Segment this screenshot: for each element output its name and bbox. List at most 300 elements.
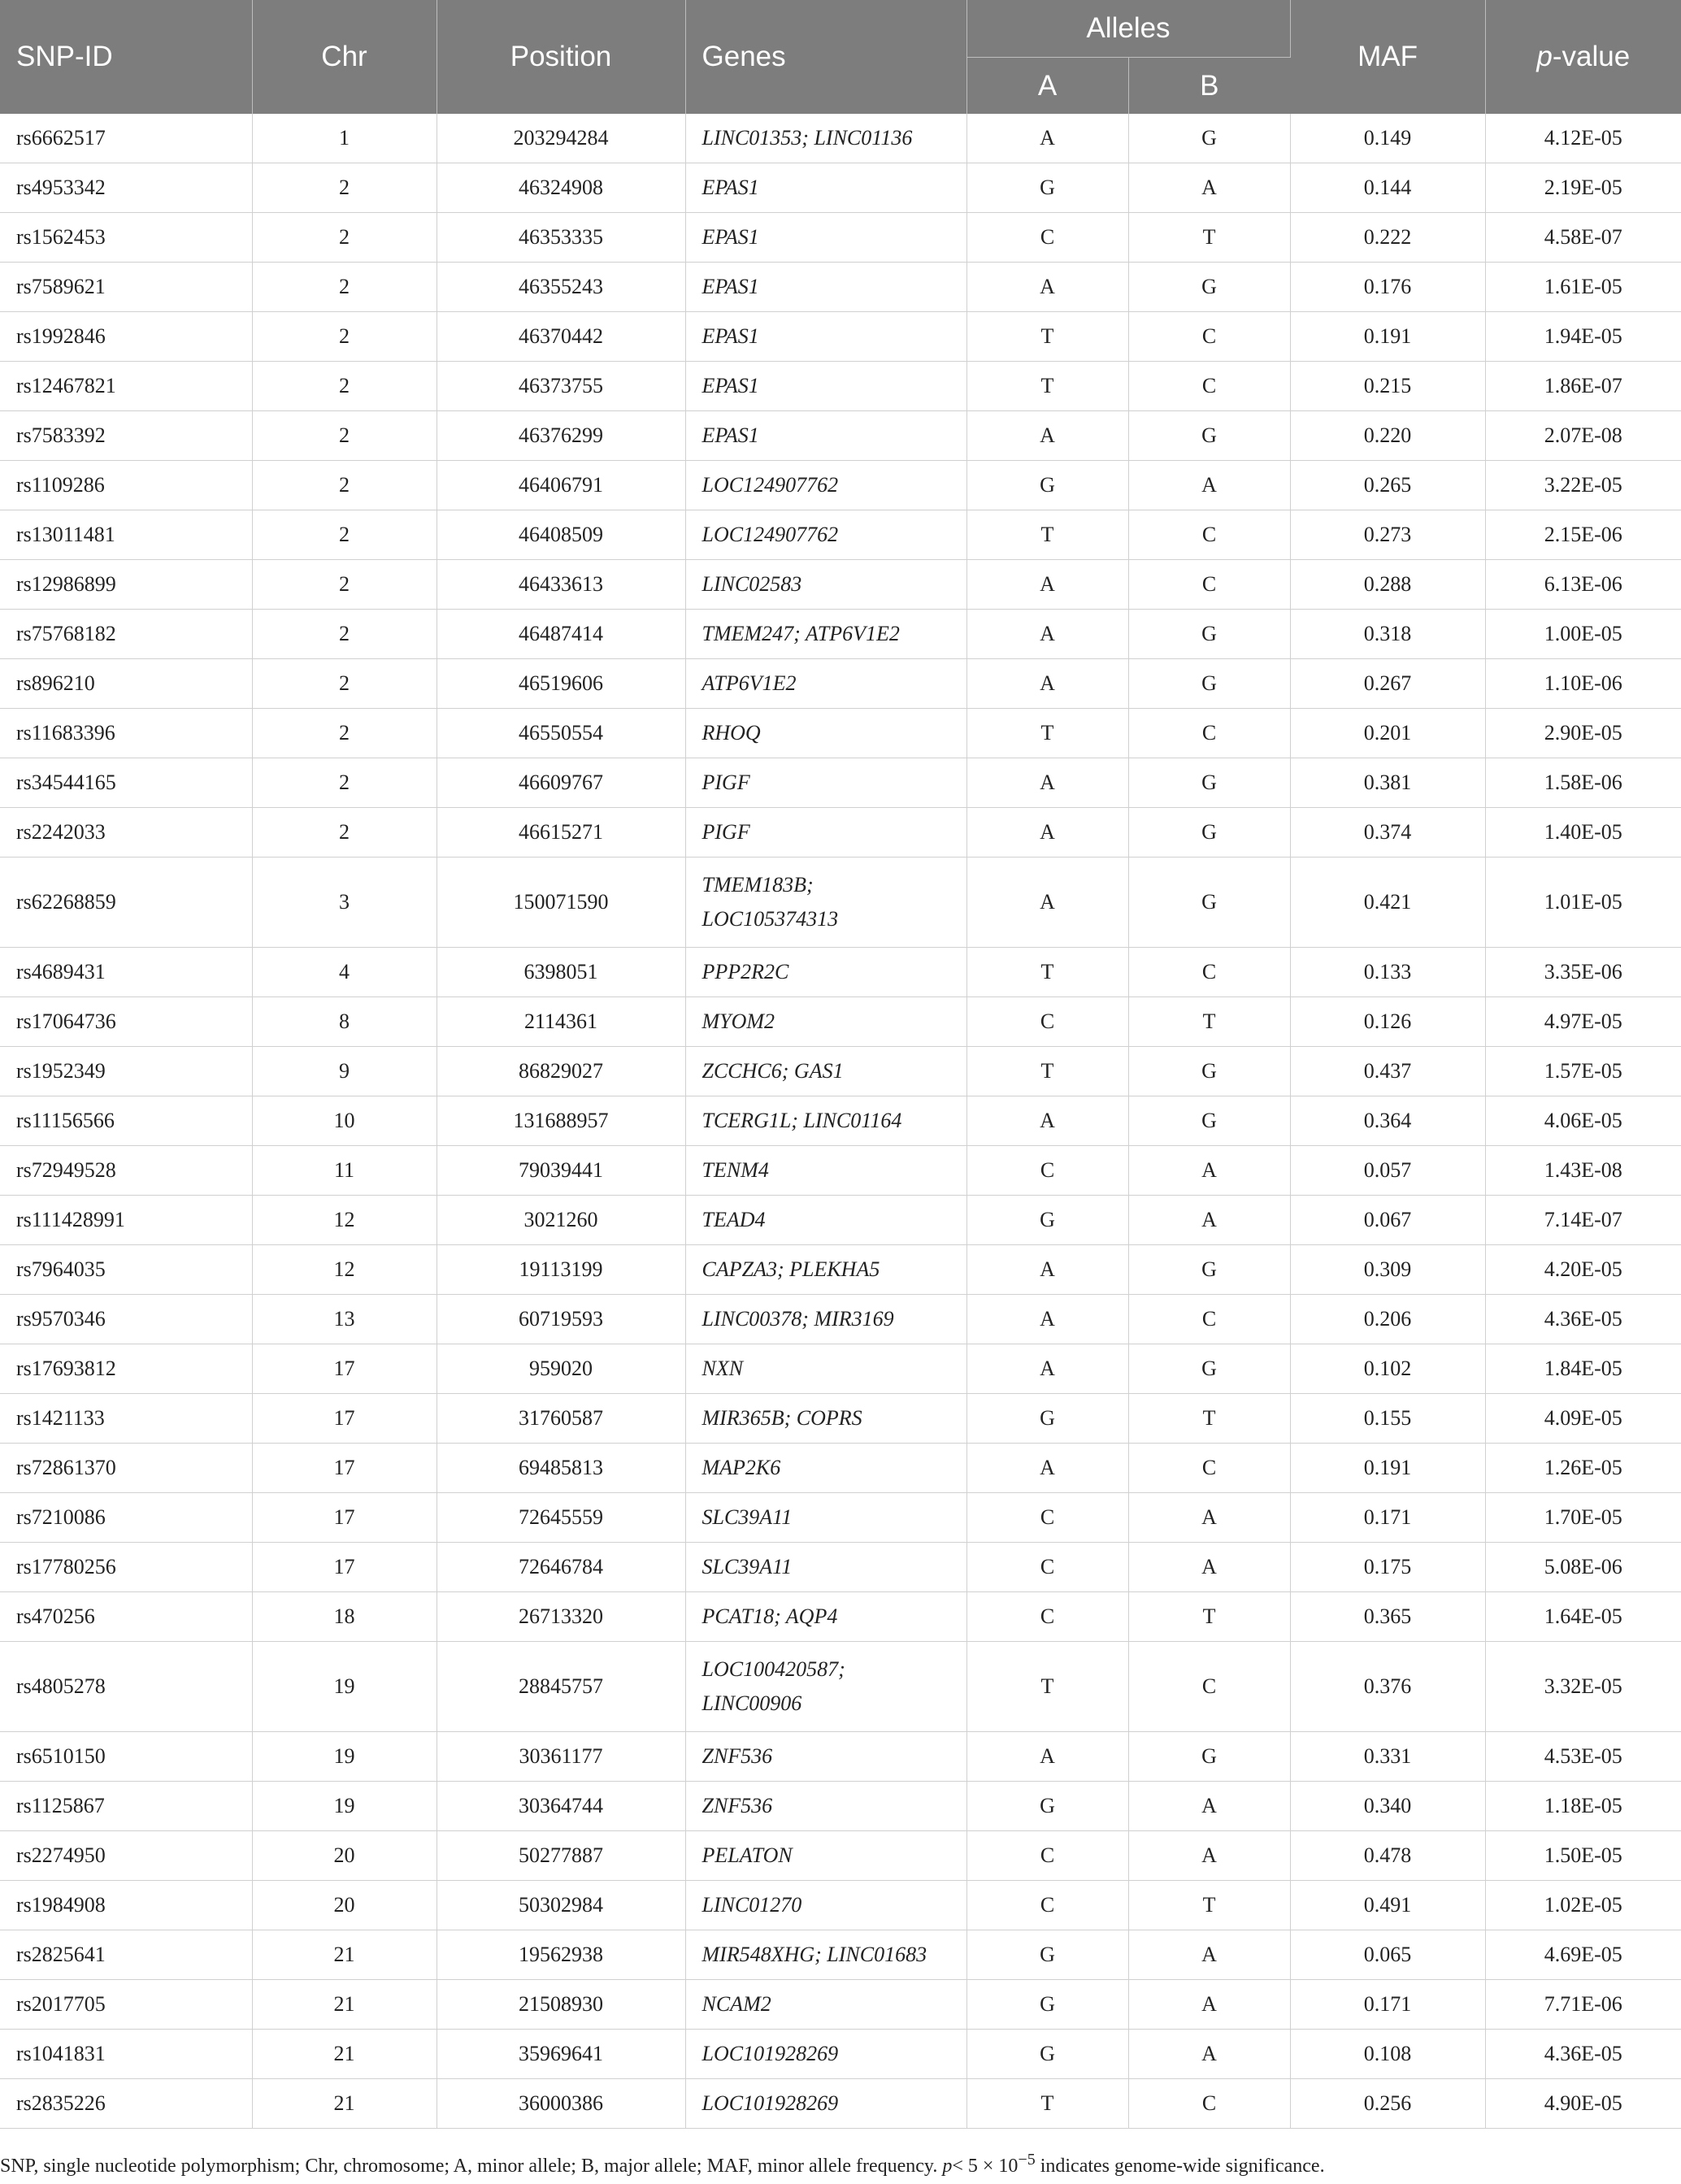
cell-allele-a: T bbox=[966, 948, 1128, 997]
cell-maf: 0.215 bbox=[1290, 362, 1485, 411]
cell-snp-id: rs6662517 bbox=[0, 114, 252, 163]
col-header-snp-id: SNP-ID bbox=[0, 0, 252, 114]
cell-genes: LINC01270 bbox=[685, 1881, 966, 1930]
cell-p-value: 1.70E-05 bbox=[1485, 1493, 1681, 1543]
table-row bbox=[0, 560, 1681, 610]
cell-allele-a: G bbox=[966, 2030, 1128, 2079]
cell-position: 6398051 bbox=[437, 948, 685, 997]
cell-maf: 0.057 bbox=[1290, 1146, 1485, 1196]
cell-chr: 12 bbox=[252, 1245, 437, 1295]
cell-genes: LINC00378; MIR3169 bbox=[685, 1295, 966, 1344]
cell-genes: NXN bbox=[685, 1344, 966, 1394]
cell-p-value: 1.84E-05 bbox=[1485, 1344, 1681, 1394]
cell-snp-id: rs7964035 bbox=[0, 1245, 252, 1295]
cell-allele-b: A bbox=[1128, 1146, 1290, 1196]
cell-position: 46355243 bbox=[437, 263, 685, 312]
cell-position: 30364744 bbox=[437, 1782, 685, 1831]
cell-p-value: 6.13E-06 bbox=[1485, 560, 1681, 610]
cell-allele-a: G bbox=[966, 1930, 1128, 1980]
cell-allele-a: A bbox=[966, 560, 1128, 610]
cell-allele-b: A bbox=[1128, 163, 1290, 213]
cell-allele-a: T bbox=[966, 2079, 1128, 2129]
table-row bbox=[0, 1344, 1681, 1394]
cell-snp-id: rs12467821 bbox=[0, 362, 252, 411]
col-header-position: Position bbox=[437, 0, 685, 114]
cell-p-value: 3.32E-05 bbox=[1485, 1642, 1681, 1732]
cell-maf: 0.155 bbox=[1290, 1394, 1485, 1444]
cell-snp-id: rs12986899 bbox=[0, 560, 252, 610]
cell-allele-a: C bbox=[966, 1831, 1128, 1881]
cell-snp-id: rs17064736 bbox=[0, 997, 252, 1047]
table-row bbox=[0, 510, 1681, 560]
cell-genes: LOC101928269 bbox=[685, 2030, 966, 2079]
table-row bbox=[0, 1196, 1681, 1245]
cell-snp-id: rs2242033 bbox=[0, 808, 252, 858]
cell-maf: 0.288 bbox=[1290, 560, 1485, 610]
table-row bbox=[0, 163, 1681, 213]
cell-genes: EPAS1 bbox=[685, 213, 966, 263]
cell-snp-id: rs4953342 bbox=[0, 163, 252, 213]
cell-chr: 20 bbox=[252, 1831, 437, 1881]
table-row bbox=[0, 1732, 1681, 1782]
cell-position: 31760587 bbox=[437, 1394, 685, 1444]
cell-p-value: 2.15E-06 bbox=[1485, 510, 1681, 560]
cell-chr: 2 bbox=[252, 362, 437, 411]
cell-maf: 0.191 bbox=[1290, 1444, 1485, 1493]
cell-chr: 2 bbox=[252, 263, 437, 312]
table-row bbox=[0, 1782, 1681, 1831]
cell-position: 2114361 bbox=[437, 997, 685, 1047]
col-header-allele-b: B bbox=[1128, 58, 1290, 115]
table-row bbox=[0, 948, 1681, 997]
cell-genes: PCAT18; AQP4 bbox=[685, 1592, 966, 1642]
cell-position: 46550554 bbox=[437, 709, 685, 758]
cell-snp-id: rs72861370 bbox=[0, 1444, 252, 1493]
cell-maf: 0.267 bbox=[1290, 659, 1485, 709]
cell-allele-a: C bbox=[966, 1592, 1128, 1642]
cell-snp-id: rs2835226 bbox=[0, 2079, 252, 2129]
table-row bbox=[0, 1930, 1681, 1980]
cell-chr: 19 bbox=[252, 1782, 437, 1831]
table-row bbox=[0, 1394, 1681, 1444]
cell-maf: 0.318 bbox=[1290, 610, 1485, 659]
cell-allele-b: C bbox=[1128, 362, 1290, 411]
cell-allele-b: G bbox=[1128, 659, 1290, 709]
cell-p-value: 3.22E-05 bbox=[1485, 461, 1681, 510]
cell-snp-id: rs11683396 bbox=[0, 709, 252, 758]
cell-maf: 0.191 bbox=[1290, 312, 1485, 362]
cell-position: 959020 bbox=[437, 1344, 685, 1394]
table-row bbox=[0, 1980, 1681, 2030]
cell-snp-id: rs6510150 bbox=[0, 1732, 252, 1782]
cell-allele-a: A bbox=[966, 114, 1128, 163]
cell-allele-b: C bbox=[1128, 510, 1290, 560]
cell-position: 69485813 bbox=[437, 1444, 685, 1493]
cell-position: 46615271 bbox=[437, 808, 685, 858]
cell-allele-b: G bbox=[1128, 758, 1290, 808]
cell-genes: TMEM247; ATP6V1E2 bbox=[685, 610, 966, 659]
cell-snp-id: rs4689431 bbox=[0, 948, 252, 997]
table-row bbox=[0, 263, 1681, 312]
cell-snp-id: rs896210 bbox=[0, 659, 252, 709]
cell-allele-b: C bbox=[1128, 1295, 1290, 1344]
cell-chr: 17 bbox=[252, 1444, 437, 1493]
cell-chr: 17 bbox=[252, 1344, 437, 1394]
cell-p-value: 1.18E-05 bbox=[1485, 1782, 1681, 1831]
cell-snp-id: rs17780256 bbox=[0, 1543, 252, 1592]
table-body bbox=[0, 114, 1681, 2129]
cell-position: 86829027 bbox=[437, 1047, 685, 1096]
cell-maf: 0.421 bbox=[1290, 858, 1485, 948]
cell-maf: 0.144 bbox=[1290, 163, 1485, 213]
cell-chr: 21 bbox=[252, 1930, 437, 1980]
cell-p-value: 1.57E-05 bbox=[1485, 1047, 1681, 1096]
cell-allele-a: A bbox=[966, 411, 1128, 461]
header-row-top bbox=[0, 0, 1681, 58]
cell-genes: LOC124907762 bbox=[685, 461, 966, 510]
cell-genes: SLC39A11 bbox=[685, 1543, 966, 1592]
cell-genes: EPAS1 bbox=[685, 163, 966, 213]
cell-chr: 2 bbox=[252, 758, 437, 808]
cell-maf: 0.437 bbox=[1290, 1047, 1485, 1096]
cell-p-value: 1.94E-05 bbox=[1485, 312, 1681, 362]
cell-p-value: 3.35E-06 bbox=[1485, 948, 1681, 997]
cell-position: 19562938 bbox=[437, 1930, 685, 1980]
cell-genes: TEAD4 bbox=[685, 1196, 966, 1245]
cell-allele-b: A bbox=[1128, 1493, 1290, 1543]
cell-position: 35969641 bbox=[437, 2030, 685, 2079]
cell-genes: ZNF536 bbox=[685, 1732, 966, 1782]
cell-chr: 2 bbox=[252, 163, 437, 213]
cell-p-value: 1.40E-05 bbox=[1485, 808, 1681, 858]
cell-chr: 19 bbox=[252, 1732, 437, 1782]
cell-position: 46408509 bbox=[437, 510, 685, 560]
cell-allele-b: T bbox=[1128, 997, 1290, 1047]
cell-chr: 2 bbox=[252, 808, 437, 858]
cell-position: 28845757 bbox=[437, 1642, 685, 1732]
table-row bbox=[0, 659, 1681, 709]
table-row bbox=[0, 2030, 1681, 2079]
footnote-threshold: < 5 × 10 bbox=[952, 2156, 1019, 2177]
cell-snp-id: rs13011481 bbox=[0, 510, 252, 560]
cell-position: 36000386 bbox=[437, 2079, 685, 2129]
cell-genes: EPAS1 bbox=[685, 362, 966, 411]
cell-allele-b: C bbox=[1128, 312, 1290, 362]
table-row bbox=[0, 1831, 1681, 1881]
cell-allele-a: A bbox=[966, 659, 1128, 709]
cell-maf: 0.340 bbox=[1290, 1782, 1485, 1831]
cell-allele-b: A bbox=[1128, 1831, 1290, 1881]
cell-allele-a: C bbox=[966, 213, 1128, 263]
cell-allele-b: T bbox=[1128, 213, 1290, 263]
cell-allele-a: A bbox=[966, 758, 1128, 808]
cell-maf: 0.331 bbox=[1290, 1732, 1485, 1782]
cell-snp-id: rs1952349 bbox=[0, 1047, 252, 1096]
cell-maf: 0.176 bbox=[1290, 263, 1485, 312]
cell-allele-b: C bbox=[1128, 948, 1290, 997]
cell-allele-a: C bbox=[966, 1146, 1128, 1196]
cell-maf: 0.126 bbox=[1290, 997, 1485, 1047]
cell-allele-a: C bbox=[966, 997, 1128, 1047]
cell-chr: 13 bbox=[252, 1295, 437, 1344]
cell-genes: TMEM183B; LOC105374313 bbox=[685, 858, 966, 948]
table-row bbox=[0, 1592, 1681, 1642]
cell-allele-b: G bbox=[1128, 1047, 1290, 1096]
cell-allele-a: G bbox=[966, 461, 1128, 510]
cell-maf: 0.478 bbox=[1290, 1831, 1485, 1881]
cell-allele-b: A bbox=[1128, 1782, 1290, 1831]
cell-p-value: 4.09E-05 bbox=[1485, 1394, 1681, 1444]
cell-genes: LOC101928269 bbox=[685, 2079, 966, 2129]
cell-genes: MYOM2 bbox=[685, 997, 966, 1047]
cell-genes: EPAS1 bbox=[685, 263, 966, 312]
cell-p-value: 1.43E-08 bbox=[1485, 1146, 1681, 1196]
table-row bbox=[0, 1096, 1681, 1146]
cell-allele-a: C bbox=[966, 1493, 1128, 1543]
cell-snp-id: rs1041831 bbox=[0, 2030, 252, 2079]
cell-snp-id: rs111428991 bbox=[0, 1196, 252, 1245]
cell-maf: 0.491 bbox=[1290, 1881, 1485, 1930]
cell-position: 72645559 bbox=[437, 1493, 685, 1543]
cell-p-value: 2.07E-08 bbox=[1485, 411, 1681, 461]
cell-maf: 0.265 bbox=[1290, 461, 1485, 510]
cell-p-value: 4.97E-05 bbox=[1485, 997, 1681, 1047]
cell-maf: 0.381 bbox=[1290, 758, 1485, 808]
cell-snp-id: rs2825641 bbox=[0, 1930, 252, 1980]
cell-chr: 12 bbox=[252, 1196, 437, 1245]
cell-snp-id: rs7210086 bbox=[0, 1493, 252, 1543]
cell-chr: 2 bbox=[252, 213, 437, 263]
cell-position: 131688957 bbox=[437, 1096, 685, 1146]
cell-p-value: 1.64E-05 bbox=[1485, 1592, 1681, 1642]
cell-position: 46324908 bbox=[437, 163, 685, 213]
cell-allele-b: T bbox=[1128, 1592, 1290, 1642]
cell-genes: TENM4 bbox=[685, 1146, 966, 1196]
cell-snp-id: rs75768182 bbox=[0, 610, 252, 659]
table-row bbox=[0, 461, 1681, 510]
cell-position: 46406791 bbox=[437, 461, 685, 510]
cell-maf: 0.256 bbox=[1290, 2079, 1485, 2129]
cell-genes: LINC02583 bbox=[685, 560, 966, 610]
cell-chr: 21 bbox=[252, 2079, 437, 2129]
cell-snp-id: rs2274950 bbox=[0, 1831, 252, 1881]
cell-chr: 2 bbox=[252, 312, 437, 362]
cell-chr: 9 bbox=[252, 1047, 437, 1096]
col-header-p-value bbox=[1485, 0, 1681, 114]
cell-maf: 0.102 bbox=[1290, 1344, 1485, 1394]
cell-position: 46433613 bbox=[437, 560, 685, 610]
table-row bbox=[0, 362, 1681, 411]
cell-allele-b: A bbox=[1128, 1543, 1290, 1592]
cell-position: 203294284 bbox=[437, 114, 685, 163]
cell-genes: TCERG1L; LINC01164 bbox=[685, 1096, 966, 1146]
table-row bbox=[0, 709, 1681, 758]
cell-p-value: 2.19E-05 bbox=[1485, 163, 1681, 213]
cell-genes: PPP2R2C bbox=[685, 948, 966, 997]
cell-maf: 0.108 bbox=[1290, 2030, 1485, 2079]
cell-p-value: 1.00E-05 bbox=[1485, 610, 1681, 659]
cell-snp-id: rs470256 bbox=[0, 1592, 252, 1642]
cell-maf: 0.206 bbox=[1290, 1295, 1485, 1344]
cell-genes: RHOQ bbox=[685, 709, 966, 758]
cell-chr: 18 bbox=[252, 1592, 437, 1642]
table-row bbox=[0, 758, 1681, 808]
cell-chr: 2 bbox=[252, 461, 437, 510]
cell-p-value: 1.02E-05 bbox=[1485, 1881, 1681, 1930]
cell-allele-a: A bbox=[966, 808, 1128, 858]
cell-allele-b: G bbox=[1128, 114, 1290, 163]
cell-allele-a: A bbox=[966, 1444, 1128, 1493]
cell-allele-a: A bbox=[966, 1096, 1128, 1146]
cell-genes: LINC01353; LINC01136 bbox=[685, 114, 966, 163]
cell-allele-b: A bbox=[1128, 2030, 1290, 2079]
table-row bbox=[0, 1493, 1681, 1543]
cell-chr: 11 bbox=[252, 1146, 437, 1196]
table-row bbox=[0, 858, 1681, 948]
cell-allele-b: T bbox=[1128, 1881, 1290, 1930]
cell-position: 50302984 bbox=[437, 1881, 685, 1930]
cell-chr: 21 bbox=[252, 2030, 437, 2079]
cell-allele-b: G bbox=[1128, 263, 1290, 312]
col-header-alleles: Alleles bbox=[966, 0, 1290, 58]
p-value-suffix: -value bbox=[1552, 41, 1631, 72]
cell-chr: 10 bbox=[252, 1096, 437, 1146]
cell-chr: 2 bbox=[252, 709, 437, 758]
cell-position: 60719593 bbox=[437, 1295, 685, 1344]
cell-p-value: 1.01E-05 bbox=[1485, 858, 1681, 948]
cell-position: 46370442 bbox=[437, 312, 685, 362]
cell-genes: EPAS1 bbox=[685, 411, 966, 461]
cell-maf: 0.067 bbox=[1290, 1196, 1485, 1245]
cell-allele-b: C bbox=[1128, 1444, 1290, 1493]
cell-allele-b: G bbox=[1128, 1245, 1290, 1295]
cell-position: 30361177 bbox=[437, 1732, 685, 1782]
cell-p-value: 4.12E-05 bbox=[1485, 114, 1681, 163]
table-row bbox=[0, 1295, 1681, 1344]
cell-position: 19113199 bbox=[437, 1245, 685, 1295]
cell-chr: 2 bbox=[252, 659, 437, 709]
cell-maf: 0.175 bbox=[1290, 1543, 1485, 1592]
cell-maf: 0.273 bbox=[1290, 510, 1485, 560]
cell-p-value: 7.71E-06 bbox=[1485, 1980, 1681, 2030]
cell-allele-b: C bbox=[1128, 709, 1290, 758]
cell-allele-b: C bbox=[1128, 560, 1290, 610]
cell-allele-a: G bbox=[966, 1196, 1128, 1245]
cell-allele-a: T bbox=[966, 362, 1128, 411]
cell-p-value: 1.26E-05 bbox=[1485, 1444, 1681, 1493]
cell-maf: 0.374 bbox=[1290, 808, 1485, 858]
cell-maf: 0.220 bbox=[1290, 411, 1485, 461]
cell-chr: 1 bbox=[252, 114, 437, 163]
cell-chr: 2 bbox=[252, 411, 437, 461]
table-row bbox=[0, 1444, 1681, 1493]
table-row bbox=[0, 2079, 1681, 2129]
cell-maf: 0.365 bbox=[1290, 1592, 1485, 1642]
cell-allele-a: T bbox=[966, 1642, 1128, 1732]
footnote-p-symbol: p bbox=[942, 2156, 953, 2177]
cell-allele-a: A bbox=[966, 858, 1128, 948]
cell-p-value: 7.14E-07 bbox=[1485, 1196, 1681, 1245]
cell-chr: 2 bbox=[252, 560, 437, 610]
col-header-allele-a: A bbox=[966, 58, 1128, 115]
table-row bbox=[0, 411, 1681, 461]
cell-snp-id: rs1125867 bbox=[0, 1782, 252, 1831]
cell-allele-a: T bbox=[966, 1047, 1128, 1096]
table-row bbox=[0, 1642, 1681, 1732]
cell-allele-a: C bbox=[966, 1881, 1128, 1930]
cell-allele-b: C bbox=[1128, 2079, 1290, 2129]
table-row bbox=[0, 1543, 1681, 1592]
cell-chr: 17 bbox=[252, 1394, 437, 1444]
cell-chr: 21 bbox=[252, 1980, 437, 2030]
table-row bbox=[0, 114, 1681, 163]
cell-genes: SLC39A11 bbox=[685, 1493, 966, 1543]
cell-allele-b: A bbox=[1128, 1930, 1290, 1980]
footnote-tail: indicates genome-wide significance. bbox=[1035, 2156, 1325, 2177]
cell-snp-id: rs72949528 bbox=[0, 1146, 252, 1196]
cell-chr: 2 bbox=[252, 510, 437, 560]
cell-snp-id: rs4805278 bbox=[0, 1642, 252, 1732]
cell-allele-a: C bbox=[966, 1543, 1128, 1592]
cell-maf: 0.065 bbox=[1290, 1930, 1485, 1980]
cell-position: 3021260 bbox=[437, 1196, 685, 1245]
cell-genes: ZNF536 bbox=[685, 1782, 966, 1831]
cell-position: 50277887 bbox=[437, 1831, 685, 1881]
cell-allele-b: G bbox=[1128, 411, 1290, 461]
cell-allele-b: C bbox=[1128, 1642, 1290, 1732]
cell-position: 79039441 bbox=[437, 1146, 685, 1196]
cell-allele-b: A bbox=[1128, 1980, 1290, 2030]
footnote-exponent: −5 bbox=[1018, 2151, 1036, 2169]
cell-genes: LOC100420587; LINC00906 bbox=[685, 1642, 966, 1732]
cell-chr: 3 bbox=[252, 858, 437, 948]
cell-genes: ZCCHC6; GAS1 bbox=[685, 1047, 966, 1096]
cell-snp-id: rs1421133 bbox=[0, 1394, 252, 1444]
cell-p-value: 4.36E-05 bbox=[1485, 2030, 1681, 2079]
cell-snp-id: rs1109286 bbox=[0, 461, 252, 510]
p-symbol: p bbox=[1536, 41, 1553, 72]
cell-allele-b: G bbox=[1128, 1096, 1290, 1146]
cell-p-value: 1.86E-07 bbox=[1485, 362, 1681, 411]
table-row bbox=[0, 213, 1681, 263]
cell-p-value: 1.61E-05 bbox=[1485, 263, 1681, 312]
cell-allele-b: A bbox=[1128, 1196, 1290, 1245]
cell-allele-a: G bbox=[966, 1782, 1128, 1831]
cell-snp-id: rs2017705 bbox=[0, 1980, 252, 2030]
cell-maf: 0.171 bbox=[1290, 1493, 1485, 1543]
table-row bbox=[0, 1245, 1681, 1295]
cell-allele-a: A bbox=[966, 610, 1128, 659]
cell-allele-b: G bbox=[1128, 1732, 1290, 1782]
cell-snp-id: rs34544165 bbox=[0, 758, 252, 808]
cell-snp-id: rs1562453 bbox=[0, 213, 252, 263]
cell-p-value: 4.06E-05 bbox=[1485, 1096, 1681, 1146]
cell-allele-b: G bbox=[1128, 610, 1290, 659]
cell-p-value: 4.36E-05 bbox=[1485, 1295, 1681, 1344]
cell-position: 46376299 bbox=[437, 411, 685, 461]
cell-p-value: 1.58E-06 bbox=[1485, 758, 1681, 808]
cell-allele-b: G bbox=[1128, 808, 1290, 858]
table-row bbox=[0, 312, 1681, 362]
cell-genes: NCAM2 bbox=[685, 1980, 966, 2030]
cell-position: 150071590 bbox=[437, 858, 685, 948]
cell-allele-a: T bbox=[966, 510, 1128, 560]
cell-chr: 8 bbox=[252, 997, 437, 1047]
cell-snp-id: rs62268859 bbox=[0, 858, 252, 948]
cell-p-value: 4.53E-05 bbox=[1485, 1732, 1681, 1782]
cell-chr: 2 bbox=[252, 610, 437, 659]
col-header-maf: MAF bbox=[1290, 0, 1485, 114]
